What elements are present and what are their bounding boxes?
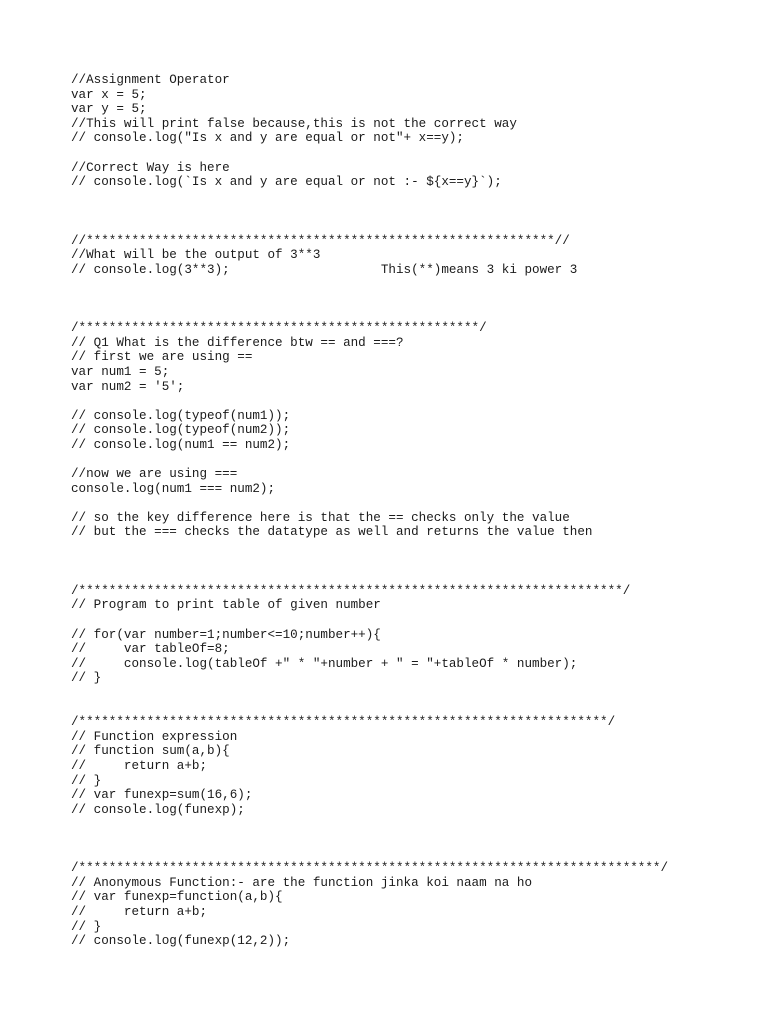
code-line: // function sum(a,b){ bbox=[71, 744, 230, 759]
code-block-equality-intro bbox=[71, 321, 668, 394]
code-line: // console.log(3**3); This(**)means 3 ki power 3 bbox=[71, 262, 578, 277]
code-line: // Q1 What is the difference btw == and ===? bbox=[71, 335, 404, 350]
code-line: // console.log(typeof(num1)); bbox=[71, 408, 291, 423]
code-line: /*****************************************************************************/ bbox=[71, 861, 669, 876]
code-block-table-loop bbox=[71, 628, 668, 686]
code-line: var num2 = '5'; bbox=[71, 379, 185, 394]
code-line: // return a+b; bbox=[71, 758, 208, 773]
code-line: // } bbox=[71, 773, 102, 788]
blank-gap bbox=[71, 540, 668, 584]
code-line: // Function expression bbox=[71, 729, 238, 744]
code-line: // } bbox=[71, 671, 102, 686]
code-line: // console.log(`Is x and y are equal or not :- ${x==y}`); bbox=[71, 175, 502, 190]
code-line: var x = 5; bbox=[71, 87, 147, 102]
code-line: // return a+b; bbox=[71, 904, 208, 919]
code-line: //Assignment Operator bbox=[71, 73, 230, 87]
code-line: // console.log(funexp); bbox=[71, 802, 245, 817]
code-line: // Anonymous Function:- are the function jinka koi naam na ho bbox=[71, 875, 533, 890]
code-line: var y = 5; bbox=[71, 102, 147, 117]
code-line: // so the key difference here is that the == checks only the value bbox=[71, 510, 570, 525]
code-block-difference-note bbox=[71, 511, 668, 540]
blank-gap bbox=[71, 190, 668, 234]
code-line: /************************************************************************/ bbox=[71, 583, 631, 598]
code-line: //Correct Way is here bbox=[71, 160, 230, 175]
code-document bbox=[71, 73, 668, 949]
code-line: // but the === checks the datatype as well and returns the value then bbox=[71, 525, 593, 540]
blank-gap bbox=[71, 496, 668, 511]
code-line: // var funexp=function(a,b){ bbox=[71, 890, 283, 905]
code-line: // first we are using == bbox=[71, 350, 253, 365]
code-line: //What will be the output of 3**3 bbox=[71, 248, 321, 263]
blank-gap bbox=[71, 394, 668, 409]
code-line: // var funexp=sum(16,6); bbox=[71, 788, 253, 803]
blank-gap bbox=[71, 146, 668, 161]
blank-gap bbox=[71, 817, 668, 861]
code-block-function-expression bbox=[71, 715, 668, 817]
code-line: // Program to print table of given number bbox=[71, 598, 381, 613]
code-line: // } bbox=[71, 919, 102, 934]
code-line: // console.log(tableOf +" * "+number + " = "+tableOf * number); bbox=[71, 656, 578, 671]
code-block-power bbox=[71, 234, 668, 278]
code-block-anonymous-function bbox=[71, 861, 668, 949]
blank-gap bbox=[71, 452, 668, 467]
code-line: console.log(num1 === num2); bbox=[71, 481, 276, 496]
code-line: /*****************************************************/ bbox=[71, 321, 487, 336]
code-line: // console.log(funexp(12,2)); bbox=[71, 934, 291, 949]
code-line: //now we are using === bbox=[71, 467, 238, 482]
code-line: // var tableOf=8; bbox=[71, 642, 230, 657]
code-block-assignment bbox=[71, 73, 668, 146]
code-line: //This will print false because,this is not the correct way bbox=[71, 116, 517, 131]
code-block-strict-equality bbox=[71, 467, 668, 496]
code-block-typeof-logs bbox=[71, 409, 668, 453]
code-line: //**************************************************************// bbox=[71, 233, 570, 248]
code-line: var num1 = 5; bbox=[71, 364, 170, 379]
code-block-correct-way bbox=[71, 161, 668, 190]
code-line: // for(var number=1;number<=10;number++){ bbox=[71, 627, 381, 642]
blank-gap bbox=[71, 613, 668, 628]
code-line: // console.log(typeof(num2)); bbox=[71, 423, 291, 438]
code-line: // console.log("Is x and y are equal or not"+ x==y); bbox=[71, 131, 464, 146]
blank-gap bbox=[71, 277, 668, 321]
code-line: // console.log(num1 == num2); bbox=[71, 437, 291, 452]
blank-gap bbox=[71, 686, 668, 715]
code-line: /**********************************************************************/ bbox=[71, 715, 616, 730]
code-block-table-heading bbox=[71, 584, 668, 613]
